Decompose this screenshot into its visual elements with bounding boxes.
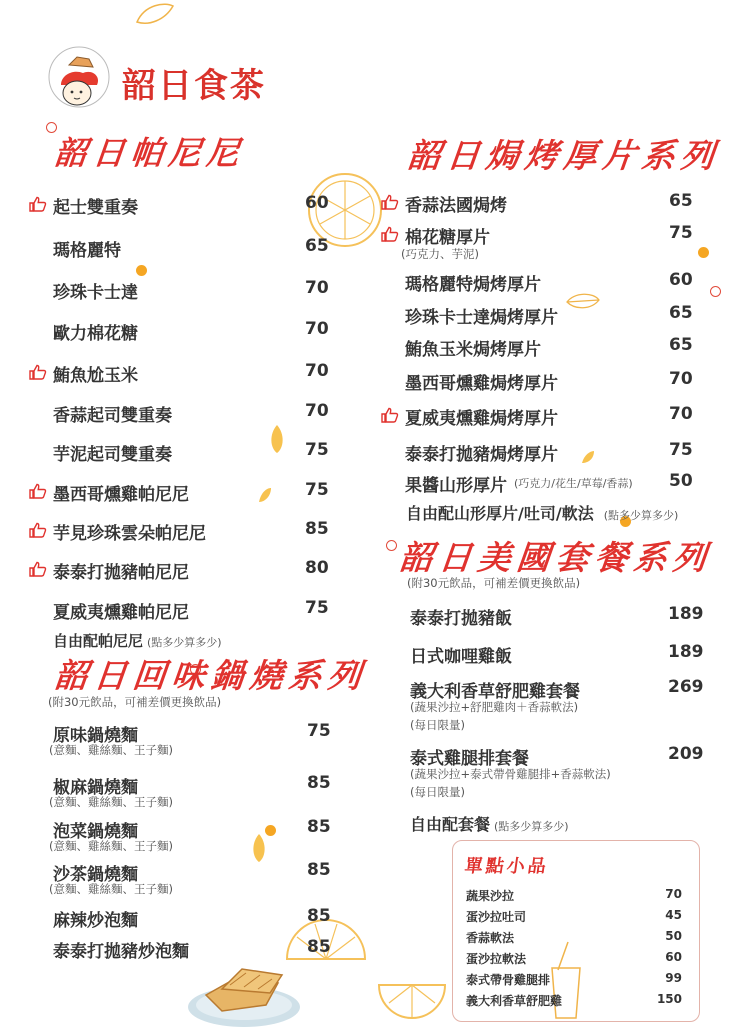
leaf-decoration (268, 424, 286, 454)
toast-plate-image (186, 955, 302, 1030)
item-price: 85 (307, 817, 331, 837)
item-price: 85 (307, 860, 331, 880)
ring-decoration (386, 540, 397, 551)
item-name: 芋見珍珠雲朵帕尼尼 (53, 524, 206, 544)
item-description: (每日限量) (410, 785, 465, 799)
item-price: 209 (668, 744, 704, 764)
dot-decoration (698, 247, 709, 258)
snack-item-price: 150 (656, 992, 682, 1006)
item-name: 珍珠卡士達焗烤厚片 (405, 308, 558, 328)
snack-item-name: 義大利香草舒肥雞 (466, 994, 563, 1008)
item-price: 70 (305, 401, 329, 421)
item-price: 75 (669, 440, 693, 460)
item-name: 鮪魚尬玉米 (53, 366, 138, 386)
item-description: (蔬果沙拉+泰式帶骨雞腿排+香蒜軟法) (410, 767, 611, 781)
snack-item-name: 蛋沙拉軟法 (466, 952, 527, 966)
item-note: (點多少算多少) (603, 509, 679, 522)
item-description: (意麵、雞絲麵、王子麵) (49, 839, 173, 853)
thumbs-up-icon (29, 196, 47, 212)
item-price: 189 (668, 604, 704, 624)
toast-section-title: 韶日焗烤厚片系列 (405, 136, 722, 175)
item-name: 香蒜法國焗烤 (405, 196, 507, 216)
item-name: 原味鍋燒麵 (53, 726, 138, 746)
leaf-decoration (250, 833, 268, 863)
dot-decoration (136, 265, 147, 276)
item-name: 香蒜起司雙重奏 (53, 406, 172, 426)
setmeal-section-note: (附30元飲品，可補差價更換飲品) (407, 576, 581, 590)
item-name: 泰泰打拋豬飯 (410, 609, 512, 629)
leaf-decoration (257, 486, 273, 504)
item-name: 芋泥起司雙重奏 (53, 445, 172, 465)
item-name: 自由配山形厚片/吐司/軟法 (406, 504, 594, 523)
item-name: 泰泰打拋豬帕尼尼 (53, 563, 189, 583)
item-price: 85 (305, 519, 329, 539)
snack-item-price: 70 (665, 887, 682, 901)
item-name: 起士雙重奏 (53, 198, 138, 218)
item-price: 70 (669, 369, 693, 389)
item-name: 沙茶鍋燒麵 (53, 865, 138, 885)
item-name: 自由配帕尼尼 (53, 632, 144, 650)
item-price: 80 (305, 558, 329, 578)
item-price: 65 (669, 303, 693, 323)
item-name: 瑪格麗特焗烤厚片 (405, 275, 541, 295)
item-price: 65 (669, 335, 693, 355)
item-name: 夏威夷燻雞帕尼尼 (53, 603, 189, 623)
item-price: 50 (669, 471, 693, 491)
snack-item-name: 蛋沙拉吐司 (466, 910, 527, 924)
item-name: 麻辣炒泡麵 (53, 911, 138, 931)
snack-item-price: 60 (665, 950, 682, 964)
item-price: 85 (307, 906, 331, 926)
item-name: 棉花糖厚片 (405, 228, 490, 248)
item-name: 歐力棉花糖 (53, 324, 138, 344)
item-name: 泡菜鍋燒麵 (53, 822, 138, 842)
item-description: (意麵、雞絲麵、王子麵) (49, 795, 173, 809)
thumbs-up-icon (381, 226, 399, 242)
item-price: 85 (307, 773, 331, 793)
item-price: 75 (669, 223, 693, 243)
leaf-decoration (565, 292, 601, 310)
item-price: 75 (305, 440, 329, 460)
item-price: 75 (307, 721, 331, 741)
item-flavors: (巧克力/花生/草莓/香蒜) (514, 477, 633, 490)
snack-item-name: 香蒜軟法 (466, 931, 515, 945)
item-price: 65 (669, 191, 693, 211)
item-description: (巧克力、芋泥) (401, 247, 479, 261)
snack-item-price: 45 (665, 908, 682, 922)
thumbs-up-icon (29, 561, 47, 577)
leaf-decoration (580, 449, 596, 465)
snack-item-name: 蔬果沙拉 (466, 889, 515, 903)
item-name: 墨西哥燻雞焗烤厚片 (405, 374, 558, 394)
snack-section-title: 單點小品 (463, 856, 551, 877)
item-price: 70 (669, 404, 693, 424)
ring-decoration (710, 286, 721, 297)
item-price: 85 (307, 937, 331, 957)
item-description: (意麵、雞絲麵、王子麵) (49, 882, 173, 896)
panini-section-title: 韶日帕尼尼 (52, 134, 247, 172)
item-price: 75 (305, 598, 329, 618)
item-description: (每日限量) (410, 718, 465, 732)
item-description: (意麵、雞絲麵、王子麵) (49, 743, 173, 757)
snack-item-price: 99 (665, 971, 682, 985)
item-price: 70 (305, 361, 329, 381)
item-name: 鮪魚玉米焗烤厚片 (405, 340, 541, 360)
ring-decoration (46, 122, 57, 133)
item-name: 果醬山形厚片 (405, 476, 507, 496)
item-name: 日式咖哩雞飯 (410, 647, 512, 667)
item-name: 夏威夷燻雞焗烤厚片 (405, 409, 558, 429)
setmeal-section-title: 韶日美國套餐系列 (397, 538, 714, 577)
item-name: 珍珠卡士達 (53, 283, 138, 303)
item-name: 自由配套餐 (410, 815, 491, 834)
thumbs-up-icon (381, 407, 399, 423)
thumbs-up-icon (29, 483, 47, 499)
snack-item-name: 泰式帶骨雞腿排 (466, 973, 551, 987)
nabeyaki-section-note: (附30元飲品，可補差價更換飲品) (48, 695, 222, 709)
item-name: 義大利香草舒肥雞套餐 (410, 682, 580, 702)
item-note: (點多少算多少) (494, 820, 569, 833)
item-name: 泰式雞腿排套餐 (410, 749, 529, 769)
brand-name: 韶日食茶 (122, 66, 266, 106)
mascot-logo (47, 45, 111, 109)
leaf-decoration (135, 2, 175, 26)
item-name: 墨西哥燻雞帕尼尼 (53, 485, 189, 505)
snack-item-price: 50 (665, 929, 682, 943)
item-price: 60 (305, 193, 329, 213)
item-note: (點多少算多少) (147, 636, 222, 649)
nabeyaki-section-title: 韶日回味鍋燒系列 (52, 656, 369, 695)
item-name: 瑪格麗特 (53, 241, 121, 261)
item-price: 269 (668, 677, 704, 697)
item-price: 60 (669, 270, 693, 290)
item-price: 65 (305, 236, 329, 256)
thumbs-up-icon (381, 194, 399, 210)
lemon-half-decoration (377, 983, 447, 1023)
item-price: 70 (305, 319, 329, 339)
item-name: 泰泰打拋豬焗烤厚片 (405, 445, 558, 465)
item-price: 189 (668, 642, 704, 662)
item-name: 泰泰打拋豬炒泡麵 (53, 942, 189, 962)
item-description: (蔬果沙拉+舒肥雞肉＋香蒜軟法) (410, 700, 579, 714)
thumbs-up-icon (29, 364, 47, 380)
item-price: 70 (305, 278, 329, 298)
item-name: 椒麻鍋燒麵 (53, 778, 138, 798)
thumbs-up-icon (29, 522, 47, 538)
item-price: 75 (305, 480, 329, 500)
